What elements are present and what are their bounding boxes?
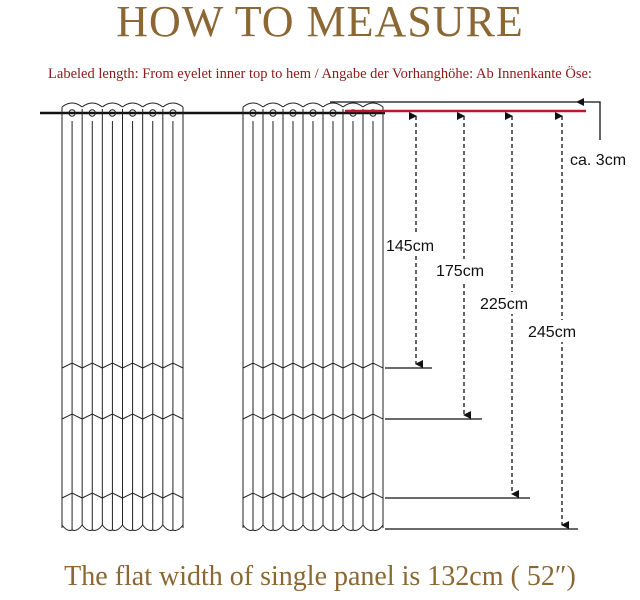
length-label-145: 145cm xyxy=(386,238,435,255)
pleat-top xyxy=(323,103,343,107)
measurement-note: Labeled length: From eyelet inner top to hem / Angabe der Vorhanghöhe: Ab Innenkante Öse: xyxy=(48,66,592,82)
pleat-top xyxy=(263,103,283,107)
length-label-175: 175cm xyxy=(436,263,485,280)
panel-width-note: The flat width of single panel is 132cm ( 52″) xyxy=(64,561,576,592)
page-title: HOW TO MEASURE xyxy=(116,0,524,46)
offset-indicator xyxy=(578,102,600,140)
pleat-top xyxy=(363,103,383,107)
length-label-225: 225cm xyxy=(480,296,529,313)
pleat-top xyxy=(62,103,82,107)
pleat-top xyxy=(82,103,102,107)
pleat-top xyxy=(102,103,122,107)
length-label-245: 245cm xyxy=(528,324,577,341)
pleat-top xyxy=(123,103,143,107)
curtain-panel-left xyxy=(62,103,183,530)
offset-arrow-icon xyxy=(576,98,584,106)
pleat-top xyxy=(343,103,363,107)
curtain-panel-right xyxy=(243,103,383,530)
offset-label: ca. 3cm xyxy=(570,152,627,169)
pleat-top xyxy=(143,103,163,107)
pleat-top xyxy=(283,103,303,107)
pleat-top xyxy=(243,103,263,107)
pleat-top xyxy=(303,103,323,107)
pleat-top xyxy=(163,103,183,107)
